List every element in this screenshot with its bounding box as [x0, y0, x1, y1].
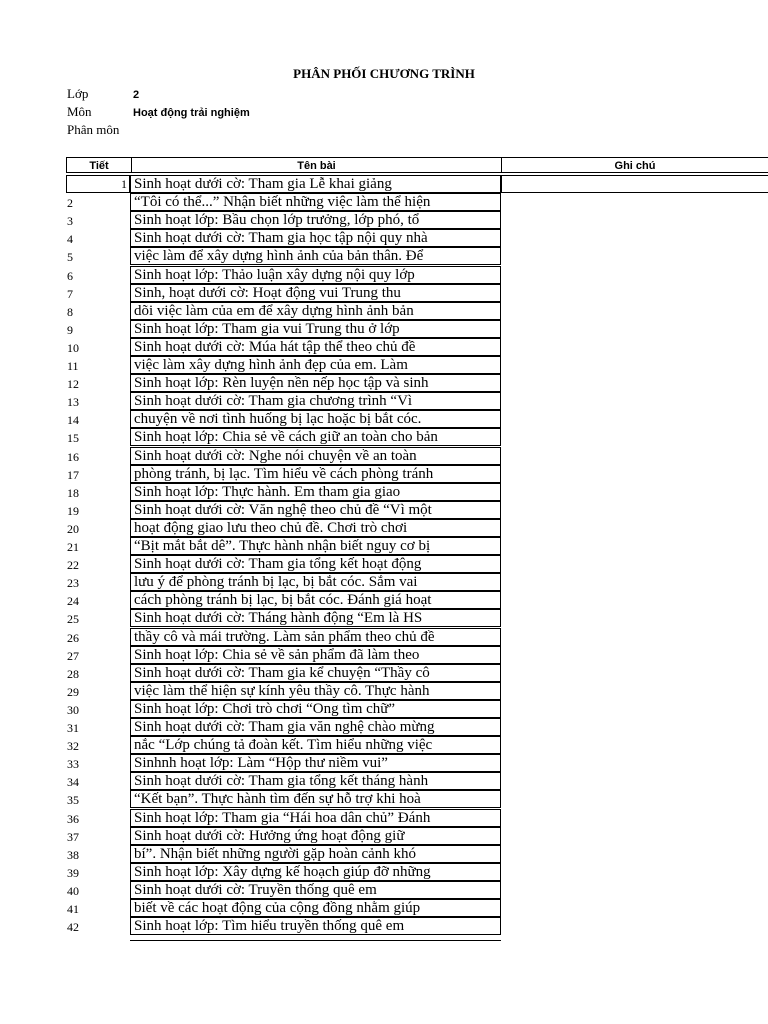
tiet-number: 16 [67, 450, 79, 464]
lesson-title: hoạt động giao lưu theo chủ đề. Chơi trò chơi [130, 519, 501, 537]
meta-mon [67, 104, 250, 120]
tiet-number: 13 [67, 395, 79, 409]
lesson-title: Sinh hoạt dưới cờ: Truyền thống quê em [130, 881, 501, 899]
tiet-number: 36 [67, 812, 79, 826]
tiet-number: 20 [67, 522, 79, 536]
lesson-title: phòng tránh, bị lạc. Tìm hiểu về cách phòng tránh [130, 465, 501, 483]
tiet-number: 32 [67, 739, 79, 753]
lesson-title: Sinh hoạt lớp: Tham gia “Hái hoa dân chủ” Đánh [130, 809, 501, 827]
tiet-number: 28 [67, 667, 79, 681]
tiet-number: 27 [67, 649, 79, 663]
page-title: PHÂN PHỐI CHƯƠNG TRÌNH [293, 66, 475, 81]
lesson-title: việc làm xây dựng hình ảnh đẹp của em. Làm [130, 356, 501, 374]
tiet-number: 23 [67, 576, 79, 590]
ghi-chu-cell [501, 175, 768, 193]
tiet-number: 29 [67, 685, 79, 699]
tiet-number: 7 [67, 287, 73, 301]
lesson-title: việc làm để xây dựng hình ảnh của bản thân. Để [130, 247, 501, 265]
lesson-title: Sinh hoạt dưới cờ: Múa hát tập thể theo chủ đề [130, 338, 501, 356]
lesson-title: Sinh hoạt lớp: Xây dựng kế hoạch giúp đỡ những [130, 863, 501, 881]
tiet-number: 4 [67, 232, 73, 246]
lesson-title: Sinh hoạt lớp: Chia sẻ về cách giữ an toàn cho bản [130, 428, 501, 446]
lesson-title: Sinh hoạt lớp: Rèn luyện nền nếp học tập và sinh [130, 374, 501, 392]
lesson-title: chuyện về nơi tình huống bị lạc hoặc bị bắt cóc. [130, 410, 501, 428]
mon-value: Hoạt động trải nghiệm [133, 107, 250, 119]
tiet-number: 10 [67, 341, 79, 355]
tiet-number: 42 [67, 920, 79, 934]
tiet-number: 8 [67, 305, 73, 319]
tiet-number: 11 [67, 359, 79, 373]
tiet-number: 21 [67, 540, 79, 554]
lesson-title: bí”. Nhận biết những người gặp hoàn cảnh khó [130, 845, 501, 863]
lesson-title: Sinhnh hoạt lớp: Làm “Hộp thư niềm vui” [130, 754, 501, 772]
tiet-number: 15 [67, 431, 79, 445]
lesson-title: Sinh hoạt lớp: Bầu chọn lớp trưởng, lớp phó, tổ [130, 211, 501, 229]
lesson-title: Sinh hoạt lớp: Thảo luận xây dựng nội quy lớp [130, 266, 501, 284]
lesson-title: biết về các hoạt động của cộng đồng nhằm giúp [130, 899, 501, 917]
tiet-number: 17 [67, 468, 79, 482]
table-bottom-border [130, 940, 501, 941]
lesson-title: dõi việc làm của em để xây dựng hình ảnh bản [130, 302, 501, 320]
tiet-number: 25 [67, 612, 79, 626]
lesson-title: Sinh hoạt lớp: Chia sẻ về sản phẩm đã làm theo [130, 646, 501, 664]
tiet-number: 38 [67, 848, 79, 862]
lesson-title: Sinh hoạt dưới cờ: Tháng hành động “Em là HS [130, 609, 501, 627]
lesson-title: “Tôi có thể...” Nhận biết những việc làm thể hiện [130, 193, 501, 211]
lesson-title: Sinh hoạt dưới cờ: Tham gia tổng kết hoạt động [130, 555, 501, 573]
lesson-title: Sinh hoạt dưới cờ: Văn nghệ theo chủ đề “Vì một [130, 501, 501, 519]
tiet-number: 18 [67, 486, 79, 500]
lesson-title: Sinh hoạt dưới cờ: Hưởng ứng hoạt động giữ [130, 827, 501, 845]
meta-phanmon [67, 122, 133, 138]
tiet-number: 33 [67, 757, 79, 771]
lesson-title: Sinh hoạt dưới cờ: Tham gia Lễ khai giảng [130, 175, 501, 193]
lesson-title: thầy cô và mái trường. Làm sản phẩm theo chủ đề [130, 628, 501, 646]
tiet-number: 39 [67, 866, 79, 880]
header-ghi-chu: Ghi chú [501, 157, 768, 173]
lesson-title: Sinh hoạt dưới cờ: Nghe nói chuyện về an toàn [130, 447, 501, 465]
header-ten-bai: Tên bài [131, 157, 502, 173]
header-tiet: Tiết [66, 157, 132, 173]
tiet-number: 2 [67, 196, 73, 210]
tiet-number: 35 [67, 793, 79, 807]
mon-label: Môn [67, 104, 92, 119]
lesson-title: Sinh hoạt lớp: Tìm hiểu truyền thống quê em [130, 917, 501, 935]
tiet-number: 34 [67, 775, 79, 789]
tiet-number: 31 [67, 721, 79, 735]
lop-label: Lớp [67, 86, 89, 101]
tiet-number: 37 [67, 830, 79, 844]
lesson-title: Sinh hoạt dưới cờ: Tham gia tổng kết tháng hành [130, 772, 501, 790]
lesson-title: nắc “Lớp chúng tả đoàn kết. Tìm hiểu những việc [130, 736, 501, 754]
lesson-title: Sinh hoạt dưới cờ: Tham gia kể chuyện “Thầy cô [130, 664, 501, 682]
tiet-number: 6 [67, 269, 73, 283]
tiet-cell: 1 [66, 175, 130, 193]
lesson-title: Sinh hoạt dưới cờ: Tham gia chương trình “Vì [130, 392, 501, 410]
tiet-number: 24 [67, 594, 79, 608]
lesson-title: Sinh, hoạt dưới cờ: Hoạt động vui Trung thu [130, 284, 501, 302]
lesson-title: Sinh hoạt lớp: Tham gia vui Trung thu ở lớp [130, 320, 501, 338]
lesson-title: “Kết bạn”. Thực hành tìm đến sự hỗ trợ khi hoà [130, 790, 501, 808]
lop-value: 2 [133, 89, 140, 101]
tiet-number: 5 [67, 250, 73, 264]
tiet-number: 26 [67, 631, 79, 645]
lesson-title: cách phòng tránh bị lạc, bị bắt cóc. Đánh giá hoạt [130, 591, 501, 609]
lesson-title: lưu ý để phòng tránh bị lạc, bị bắt cóc. Sắm vai [130, 573, 501, 591]
tiet-number: 40 [67, 884, 79, 898]
lesson-title: việc làm thể hiện sự kính yêu thầy cô. Thực hành [130, 682, 501, 700]
tiet-number: 19 [67, 504, 79, 518]
tiet-number: 3 [67, 214, 73, 228]
tiet-number: 30 [67, 703, 79, 717]
meta-lop [67, 86, 139, 102]
lesson-title: Sinh hoạt lớp: Thực hành. Em tham gia giao [130, 483, 501, 501]
tiet-number: 14 [67, 413, 79, 427]
tiet-number: 22 [67, 558, 79, 572]
tiet-number: 12 [67, 377, 79, 391]
phanmon-label: Phân môn [67, 122, 120, 137]
lesson-title: Sinh hoạt dưới cờ: Tham gia học tập nội quy nhà [130, 229, 501, 247]
tiet-number: 41 [67, 902, 79, 916]
lesson-title: Sinh hoạt dưới cờ: Tham gia văn nghệ chào mừng [130, 718, 501, 736]
lesson-title: Sinh hoạt lớp: Chơi trò chơi “Ong tìm chữ” [130, 700, 501, 718]
tiet-number: 9 [67, 323, 73, 337]
lesson-title: “Bịt mắt bắt dê”. Thực hành nhận biết nguy cơ bị [130, 537, 501, 555]
